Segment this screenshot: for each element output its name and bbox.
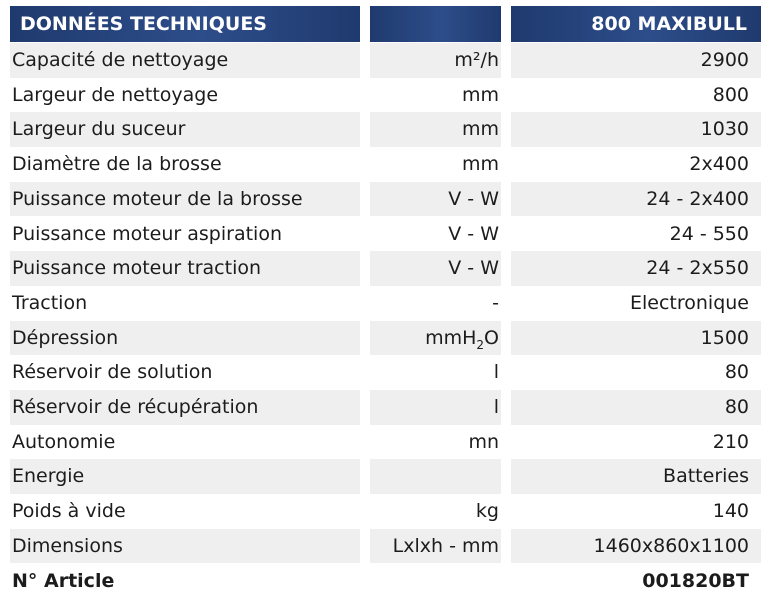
row-value: 140 xyxy=(712,500,749,523)
row-label: Traction xyxy=(12,291,88,314)
row-unit: V - W xyxy=(448,222,499,245)
row-unit: l xyxy=(493,361,499,384)
row-unit: mn xyxy=(468,430,499,453)
row-label: Capacité de nettoyage xyxy=(10,43,360,78)
row-unit: mm xyxy=(461,153,499,176)
row-label: Poids à vide xyxy=(12,500,126,523)
table-row xyxy=(0,529,770,564)
row-label: Puissance moteur traction xyxy=(10,251,360,286)
row-unit: mm xyxy=(370,112,501,147)
row-unit: V - W xyxy=(370,182,501,217)
row-label: Puissance moteur aspiration xyxy=(12,222,282,245)
table-row xyxy=(0,321,770,356)
article-label: N° Article xyxy=(12,569,115,592)
row-unit xyxy=(370,459,501,494)
row-value: 24 - 2x400 xyxy=(511,182,761,217)
row-label: Energie xyxy=(10,459,360,494)
table-row-article xyxy=(0,564,770,599)
header-title: DONNÉES TECHNIQUES xyxy=(10,6,360,42)
table-row xyxy=(0,217,770,252)
table-row xyxy=(0,286,770,321)
article-number: 001820BT xyxy=(642,569,749,592)
table-row xyxy=(0,494,770,529)
row-unit: V - W xyxy=(370,251,501,286)
row-value: 2x400 xyxy=(689,153,749,176)
table-row xyxy=(0,355,770,390)
row-label: Puissance moteur de la brosse xyxy=(10,182,360,217)
row-value: 800 xyxy=(712,83,749,106)
table-row xyxy=(0,43,770,78)
row-value: 24 - 550 xyxy=(669,222,749,245)
table-row xyxy=(0,459,770,494)
row-label: Largeur du suceur xyxy=(10,112,360,147)
table-row xyxy=(0,112,770,147)
row-value: 2900 xyxy=(511,43,761,78)
row-value: 80 xyxy=(724,361,749,384)
table-row xyxy=(0,182,770,217)
row-value: 1030 xyxy=(511,112,761,147)
row-unit: Lxlxh - mm xyxy=(370,529,501,564)
row-value: 80 xyxy=(511,390,761,425)
row-label: Dimensions xyxy=(10,529,360,564)
unit-end: O xyxy=(484,326,499,349)
unit-subscript: 2 xyxy=(476,337,485,352)
article-unit xyxy=(370,564,501,599)
unit-main: mmH xyxy=(425,326,477,349)
row-label: Réservoir de récupération xyxy=(10,390,360,425)
row-value: Batteries xyxy=(511,459,761,494)
table-row xyxy=(0,425,770,460)
row-unit xyxy=(370,321,501,356)
row-value: Electronique xyxy=(629,291,749,314)
row-unit: kg xyxy=(475,500,499,523)
row-value: 24 - 2x550 xyxy=(511,251,761,286)
header-unit xyxy=(370,6,501,42)
row-unit: l xyxy=(370,390,501,425)
row-value: 1500 xyxy=(511,321,761,356)
row-label: Réservoir de solution xyxy=(12,361,213,384)
row-value: 1460x860x1100 xyxy=(511,529,761,564)
table-row xyxy=(0,78,770,113)
row-label: Largeur de nettoyage xyxy=(12,83,219,106)
table-row xyxy=(0,390,770,425)
row-unit: m²/h xyxy=(370,43,501,78)
row-label: Diamètre de la brosse xyxy=(12,153,222,176)
row-label: Autonomie xyxy=(12,430,116,453)
table-row xyxy=(0,251,770,286)
row-label: Dépression xyxy=(10,321,360,356)
row-unit: - xyxy=(492,291,499,314)
row-unit: mm xyxy=(461,83,499,106)
table-row xyxy=(0,147,770,182)
row-value: 210 xyxy=(712,430,749,453)
header-model: 800 MAXIBULL xyxy=(511,6,761,42)
